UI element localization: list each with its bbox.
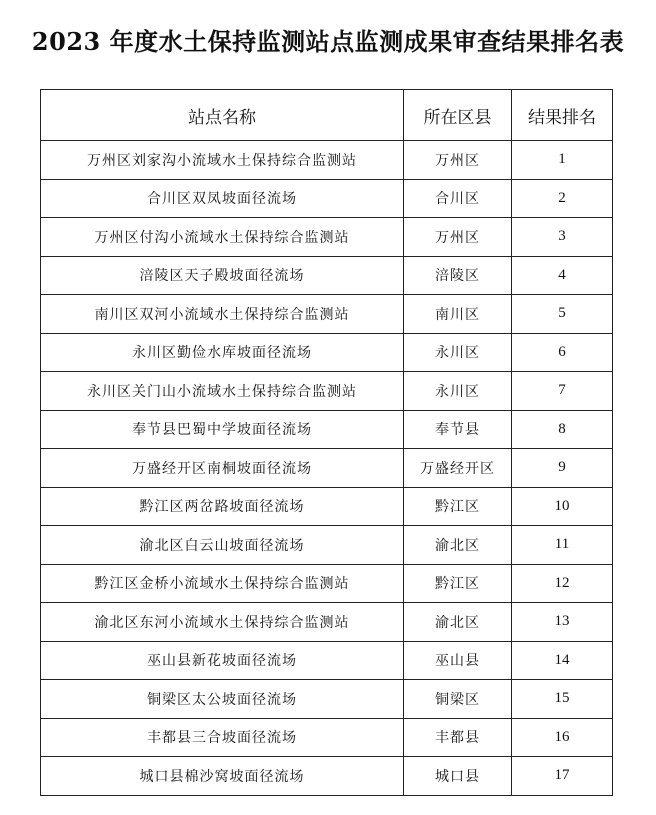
district-cell: 万州区 bbox=[404, 141, 512, 180]
district-cell: 城口县 bbox=[404, 757, 512, 796]
site-name-cell: 丰都县三合坡面径流场 bbox=[41, 718, 404, 757]
site-name-cell: 南川区双河小流域水土保持综合监测站 bbox=[41, 295, 404, 334]
rank-cell: 11 bbox=[512, 526, 613, 565]
district-cell: 巫山县 bbox=[404, 641, 512, 680]
rank-cell: 9 bbox=[512, 449, 613, 488]
rank-cell: 1 bbox=[512, 141, 613, 180]
column-header-district: 所在区县 bbox=[404, 90, 512, 141]
table-row bbox=[41, 218, 613, 257]
site-name-cell: 巫山县新花坡面径流场 bbox=[41, 641, 404, 680]
district-cell: 万州区 bbox=[404, 218, 512, 257]
site-name-cell: 万州区刘家沟小流域水土保持综合监测站 bbox=[41, 141, 404, 180]
site-name-cell: 万盛经开区南桐坡面径流场 bbox=[41, 449, 404, 488]
table-row bbox=[41, 526, 613, 565]
rank-cell: 14 bbox=[512, 641, 613, 680]
site-name-cell: 黔江区两岔路坡面径流场 bbox=[41, 487, 404, 526]
table-row bbox=[41, 603, 613, 642]
site-name-cell: 永川区关门山小流域水土保持综合监测站 bbox=[41, 372, 404, 411]
rank-cell: 12 bbox=[512, 564, 613, 603]
table-row bbox=[41, 179, 613, 218]
site-name-cell: 城口县棉沙窝坡面径流场 bbox=[41, 757, 404, 796]
rank-cell: 6 bbox=[512, 333, 613, 372]
table-row bbox=[41, 372, 613, 411]
rank-cell: 2 bbox=[512, 179, 613, 218]
site-name-cell: 奉节县巴蜀中学坡面径流场 bbox=[41, 410, 404, 449]
district-cell: 涪陵区 bbox=[404, 256, 512, 295]
column-header-site-name: 站点名称 bbox=[41, 90, 404, 141]
district-cell: 万盛经开区 bbox=[404, 449, 512, 488]
district-cell: 丰都县 bbox=[404, 718, 512, 757]
table-header-row bbox=[41, 90, 613, 141]
rank-cell: 7 bbox=[512, 372, 613, 411]
district-cell: 合川区 bbox=[404, 179, 512, 218]
table-row bbox=[41, 295, 613, 334]
table-row bbox=[41, 564, 613, 603]
page-title: 2023 年度水土保持监测站点监测成果审查结果排名表 bbox=[31, 27, 625, 56]
district-cell: 黔江区 bbox=[404, 487, 512, 526]
district-cell: 渝北区 bbox=[404, 603, 512, 642]
rank-cell: 3 bbox=[512, 218, 613, 257]
site-name-cell: 涪陵区天子殿坡面径流场 bbox=[41, 256, 404, 295]
district-cell: 南川区 bbox=[404, 295, 512, 334]
table-row bbox=[41, 410, 613, 449]
ranking-table bbox=[40, 89, 613, 796]
table-row bbox=[41, 141, 613, 180]
rank-cell: 17 bbox=[512, 757, 613, 796]
site-name-cell: 渝北区东河小流域水土保持综合监测站 bbox=[41, 603, 404, 642]
rank-cell: 8 bbox=[512, 410, 613, 449]
table-row bbox=[41, 718, 613, 757]
site-name-cell: 合川区双凤坡面径流场 bbox=[41, 179, 404, 218]
table-row bbox=[41, 449, 613, 488]
table-row bbox=[41, 256, 613, 295]
district-cell: 永川区 bbox=[404, 333, 512, 372]
site-name-cell: 万州区付沟小流域水土保持综合监测站 bbox=[41, 218, 404, 257]
site-name-cell: 渝北区白云山坡面径流场 bbox=[41, 526, 404, 565]
table-row bbox=[41, 757, 613, 796]
district-cell: 黔江区 bbox=[404, 564, 512, 603]
site-name-cell: 黔江区金桥小流域水土保持综合监测站 bbox=[41, 564, 404, 603]
table-row bbox=[41, 680, 613, 719]
rank-cell: 4 bbox=[512, 256, 613, 295]
district-cell: 永川区 bbox=[404, 372, 512, 411]
site-name-cell: 铜梁区太公坡面径流场 bbox=[41, 680, 404, 719]
rank-cell: 13 bbox=[512, 603, 613, 642]
rank-cell: 15 bbox=[512, 680, 613, 719]
table-body bbox=[41, 141, 613, 796]
rank-cell: 5 bbox=[512, 295, 613, 334]
column-header-rank: 结果排名 bbox=[512, 90, 613, 141]
district-cell: 铜梁区 bbox=[404, 680, 512, 719]
district-cell: 奉节县 bbox=[404, 410, 512, 449]
district-cell: 渝北区 bbox=[404, 526, 512, 565]
rank-cell: 16 bbox=[512, 718, 613, 757]
table-row bbox=[41, 333, 613, 372]
site-name-cell: 永川区勤俭水库坡面径流场 bbox=[41, 333, 404, 372]
rank-cell: 10 bbox=[512, 487, 613, 526]
table-row bbox=[41, 641, 613, 680]
table-row bbox=[41, 487, 613, 526]
